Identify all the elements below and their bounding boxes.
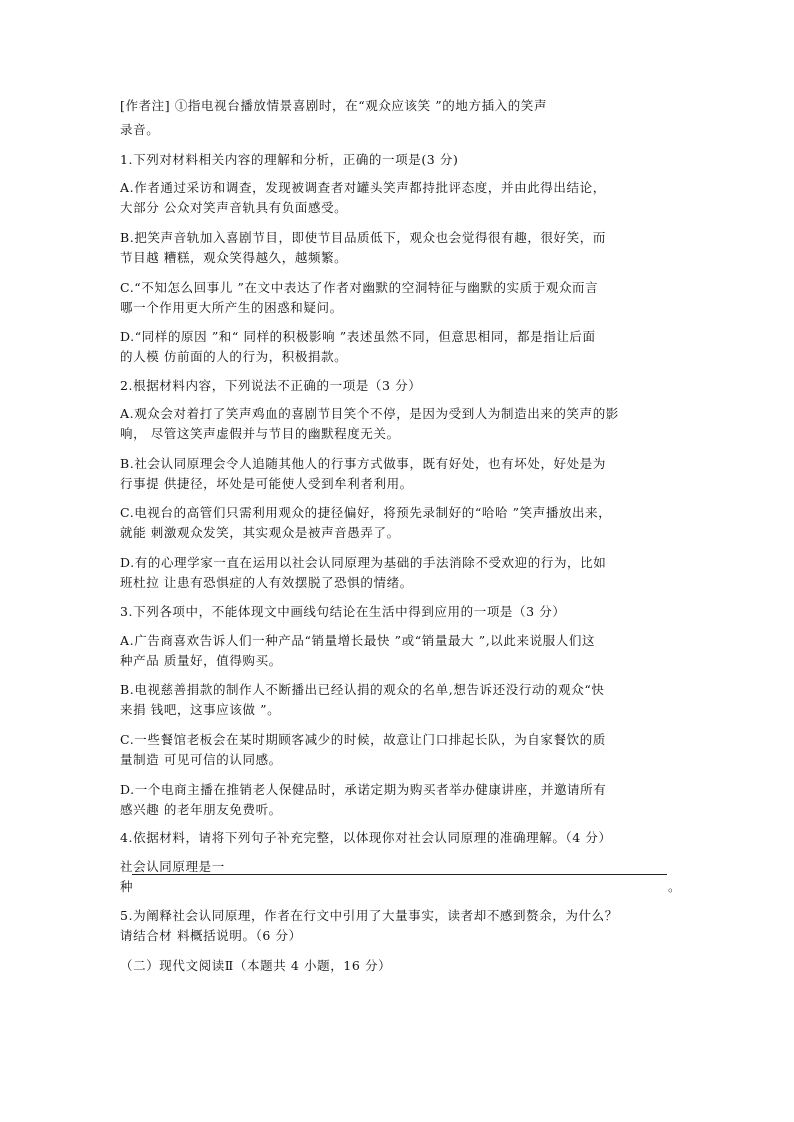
question-3-option-d-line-2: 感兴趣 的老年朋友免费听。 [120,802,282,817]
question-1-option-c-line-2: 哪一个作用更大所产生的困惑和疑问。 [120,300,343,315]
question-3-option-c-line-1: C.一些餐馆老板会在某时期顾客减少的时候，故意让门口排起长队，为自家餐饮的质 [120,732,606,747]
question-2-option-a-line-1: A.观众会对着打了笑声鸡血的喜剧节目笑个不停，是因为受到人为制造出来的笑声的影 [120,406,619,421]
question-2-option-b-line-1: B.社会认同原理会令人追随其他人的行事方式做事，既有好处，也有坏处，好处是为 [120,456,606,471]
question-1-option-d-line-1: D.“同样的原因 ”和“ 同样的积极影响 ”表述虽然不同，但意思相同，都是指让后面 [120,329,596,344]
question-4-prompt-line-2: 种 [120,879,134,894]
question-1-option-a-line-1: A.作者通过采访和调查，发现被调查者对罐头笑声都持批评态度，并由此得出结论， [120,180,606,195]
question-2-stem: 2.根据材料内容，下列说法不正确的一项是（3 分） [120,378,422,393]
question-2-option-a-line-2: 响， 尽管这笑声虚假并与节目的幽默程度无关。 [120,426,400,441]
question-2-option-c-line-1: C.电视台的高管们只需利用观众的捷径偏好，将预先录制好的“哈哈 ”笑声播放出来， [120,505,612,520]
question-3-option-c-line-2: 量制造 可见可信的认同感。 [120,752,282,767]
question-1-stem: 1.下列对材料相关内容的理解和分析，正确的一项是(3 分) [120,152,459,167]
answer-blank-line[interactable] [132,874,667,875]
question-3-option-b-line-1: B.电视慈善捐款的制作人不断播出已经认捐的观众的名单,想告诉还没行动的观众“快 [120,682,605,697]
section-heading: （二）现代文阅读Ⅱ（本题共 4 小题，16 分） [120,958,392,973]
author-note-line-2: 录音。 [120,122,160,137]
question-2-option-b-line-2: 行事提 供捷径，坏处是可能使人受到牟利者利用。 [120,476,413,491]
question-1-option-b-line-1: B.把笑声音轨加入喜剧节目，即使节目品质低下，观众也会觉得很有趣，很好笑，而 [120,230,606,245]
question-2-option-d-line-2: 班杜拉 让患有恐惧症的人有效摆脱了恐惧的情绪。 [120,575,413,590]
question-3-option-a-line-2: 种产品 质量好，值得购买。 [120,653,282,668]
question-5-line-1: 5.为阐释社会认同原理，作者在行文中引用了大量事实，读者却不感到赘余，为什么？ [120,908,618,923]
question-1-option-d-line-2: 的人模 仿前面的人的行为，积极捐款。 [120,349,348,364]
question-1-option-a-line-2: 大部分 公众对笑声音轨具有负面感受。 [120,200,348,215]
question-5-line-2: 请结合材 料概括说明。（6 分） [120,928,302,943]
question-3-option-a-line-1: A.广告商喜欢告诉人们一种产品“销量增长最快 ”或“销量最大 ”,以此来说服人们这 [120,633,596,648]
question-3-option-d-line-1: D.一个电商主播在推销老人保健品时，承诺定期为购买者举办健康讲座，并邀请所有 [120,782,607,797]
question-1-option-b-line-2: 节目越 糟糕，观众笑得越久，越频繁。 [120,250,348,265]
question-3-option-b-line-2: 来捐 钱吧，这事应该做 ”。 [120,702,281,717]
question-3-stem: 3.下列各项中，不能体现文中画线句结论在生活中得到应用的一项是（3 分） [120,604,566,619]
author-note-line-1: [作者注] ①指电视台播放情景喜剧时，在“观众应该笑 ”的地方插入的笑声 [120,98,548,113]
question-2-option-d-line-1: D.有的心理学家一直在运用以社会认同原理为基础的手法消除不受欢迎的行为，比如 [120,555,607,570]
question-4-period: 。 [668,879,682,894]
question-2-option-c-line-2: 就能 刺激观众发笑，其实观众是被声音愚弄了。 [120,525,400,540]
question-4-prompt-line-1: 社会认同原理是一 [120,859,225,874]
question-1-option-c-line-1: C.“不知怎么回事儿 ”在文中表达了作者对幽默的空洞特征与幽默的实质于观众而言 [120,280,599,295]
question-4-stem: 4.依据材料，请将下列句子补充完整，以体现你对社会认同原理的准确理解。（4 分） [120,830,612,845]
